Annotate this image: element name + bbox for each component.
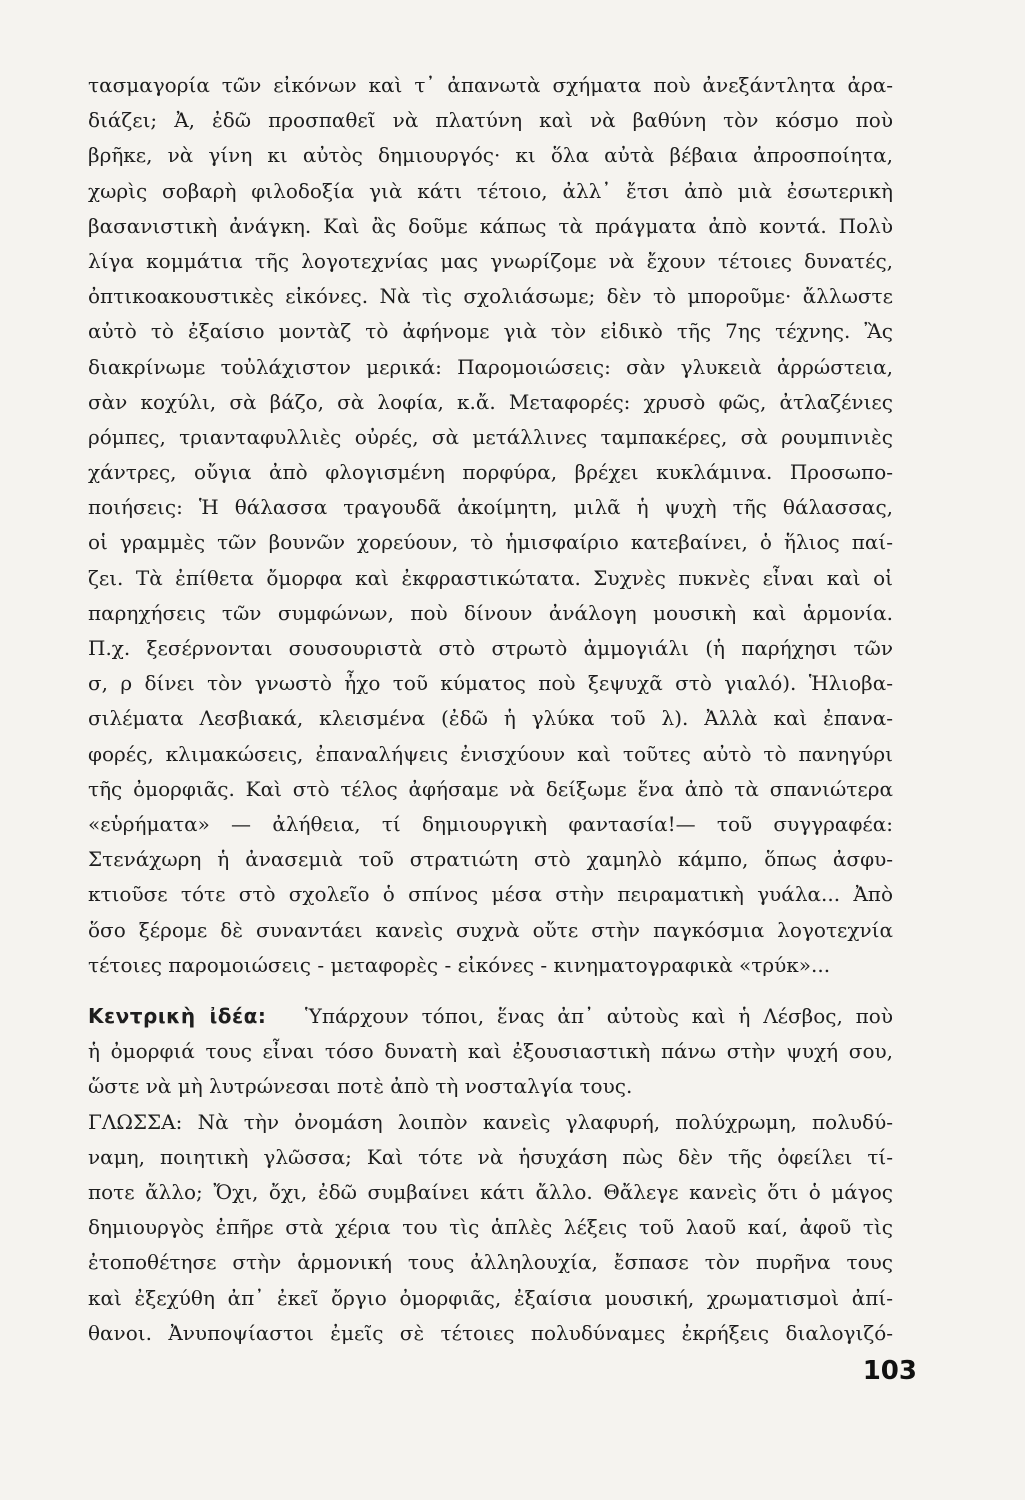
text-line: «εὑρήματα» — ἀλήθεια, τί δημιουργικὴ φαντασία!— τοῦ συγγραφέα:	[88, 811, 893, 836]
text-line: καὶ ἐξεχύθη ἀπ᾿ ἐκεῖ ὄργιο ὀμορφιᾶς, ἐξαίσια μουσική, χρωματισμοὶ ἀπί-	[88, 1285, 893, 1310]
text-line: δημιουργὸς ἐπῆρε στὰ χέρια του τὶς ἁπλὲς λέξεις τοῦ λαοῦ καί, ἀφοῦ τὶς	[88, 1215, 893, 1240]
text-line: φορές, κλιμακώσεις, ἐπαναλήψεις ἐνισχύουν καὶ τοῦτες αὐτὸ τὸ πανηγύρι	[88, 741, 893, 766]
text-line: παρηχήσεις τῶν συμφώνων, ποὺ δίνουν ἀνάλογη μουσικὴ καὶ ἁρμονία.	[88, 600, 893, 625]
text-line: κτιοῦσε τότε στὸ σχολεῖο ὁ σπίνος μέσα στὴν πειραματικὴ γυάλα... Ἀπὸ	[88, 882, 893, 907]
text-line: τασμαγορία τῶν εἰκόνων καὶ τ᾿ ἀπανωτὰ σχήματα ποὺ ἀνεξάντλητα ἀρα-	[88, 73, 893, 97]
text-line: σιλέματα Λεσβιακά, κλεισμένα (ἐδῶ ἡ γλύκα τοῦ λ). Ἀλλὰ καὶ ἐπανα-	[88, 706, 893, 731]
text-line: οἱ γραμμὲς τῶν βουνῶν χορεύουν, τὸ ἡμισφαίριο κατεβαίνει, ὁ ἥλιος παί-	[88, 530, 893, 555]
text-line: βρῆκε, νὰ γίνη κι αὐτὸς δημιουργός· κι ὅλα αὐτὰ βέβαια ἀπροσποίητα,	[88, 143, 893, 168]
text-line: τέτοιες παρομοιώσεις - μεταφορὲς - εἰκόνες - κινηματογραφικὰ «τρύκ»...	[88, 952, 831, 977]
text-line: ὅσο ξέρομε δὲ συναντάει κανεὶς συχνὰ οὔτε στὴν παγκόσμια λογοτεχνία	[88, 917, 893, 942]
text-line: θανοι. Ἀνυποψίαστοι ἐμεῖς σὲ τέτοιες πολυδύναμες ἐκρήξεις διαλογιζό-	[88, 1320, 893, 1345]
text-line: ναμη, ποιητικὴ γλῶσσα; Καὶ τότε νὰ ἡσυχάση πὼς δὲν τῆς ὀφείλει τί-	[88, 1144, 893, 1169]
text-line: λίγα κομμάτια τῆς λογοτεχνίας μας γνωρίζομε νὰ ἔχουν τέτοιες δυνατές,	[88, 248, 893, 273]
body-paragraph-1	[88, 68, 893, 983]
text-line: διακρίνωμε τοὐλάχιστον μερικά: Παρομοιώσεις: σὰν γλυκειὰ ἀρρώστεια,	[88, 354, 893, 379]
central-idea-text: Ὑπάρχουν τόποι, ἕνας ἀπ᾿ αὐτοὺς καὶ ἡ Λέσβος, ποὺ	[304, 1004, 893, 1028]
text-line: ποιήσεις: Ἡ θάλασσα τραγουδᾶ ἀκοίμητη, μιλᾶ ἡ ψυχὴ τῆς θάλασσας,	[88, 495, 893, 520]
text-line: ἡ ὀμορφιά τους εἶναι τόσο δυνατὴ καὶ ἐξουσιαστικὴ πάνω στὴν ψυχή σου,	[88, 1039, 893, 1064]
language-text: Νὰ τὴν ὀνομάση λοιπὸν κανεὶς γλαφυρή, πολύχρωμη, πολυδύ-	[197, 1109, 894, 1134]
text-line: ὥστε νὰ μὴ λυτρώνεσαι ποτὲ ἀπὸ τὴ νοσταλγία τους.	[88, 1074, 633, 1099]
body-paragraph-2	[88, 999, 893, 1351]
text-line: χωρὶς σοβαρὴ φιλοδοξία γιὰ κάτι τέτοιο, ἀλλ᾿ ἔτσι ἀπὸ μιὰ ἐσωτερικὴ	[88, 178, 893, 203]
page-number: 103	[862, 1356, 917, 1386]
text-line: ρόμπες, τριανταφυλλιὲς οὐρές, σὰ μετάλλινες ταμπακέρες, σὰ ρουμπινιὲς	[88, 424, 893, 449]
language-label: ΓΛΩΣΣΑ:	[88, 1109, 183, 1134]
central-idea-line	[88, 999, 893, 1034]
text-line: διάζει; Ἀ, ἐδῶ προσπαθεῖ νὰ πλατύνη καὶ νὰ βαθύνη τὸν κόσμο ποὺ	[88, 108, 893, 133]
text-line: ζει. Τὰ ἐπίθετα ὄμορφα καὶ ἐκφραστικώτατα. Συχνὲς πυκνὲς εἶναι καὶ οἱ	[88, 565, 893, 590]
text-line: ἐτοποθέτησε στὴν ἁρμονική τους ἀλληλουχία, ἔσπασε τὸν πυρῆνα τους	[88, 1250, 893, 1275]
text-line: ὀπτικοακουστικὲς εἰκόνες. Νὰ τὶς σχολιάσωμε; δὲν τὸ μποροῦμε· ἄλλωστε	[88, 284, 893, 309]
text-line: σὰν κοχύλι, σὰ βάζο, σὰ λοφία, κ.ἄ. Μεταφορές: χρυσὸ φῶς, ἀτλαζένιες	[88, 389, 893, 414]
text-line: ποτε ἄλλο; Ὄχι, ὄχι, ἐδῶ συμβαίνει κάτι ἄλλο. Θἄλεγε κανεὶς ὅτι ὁ μάγος	[88, 1179, 893, 1204]
central-idea-label: Κεντρικὴ ἰδέα:	[88, 1004, 267, 1028]
text-line: βασανιστικὴ ἀνάγκη. Καὶ ἂς δοῦμε κάπως τὰ πράγματα ἀπὸ κοντά. Πολὺ	[88, 213, 893, 238]
language-line	[88, 1105, 893, 1140]
text-line: Στενάχωρη ἡ ἀνασεμιὰ τοῦ στρατιώτη στὸ χαμηλὸ κάμπο, ὅπως ἀσφυ-	[88, 847, 893, 872]
text-line: χάντρες, οὔγια ἀπὸ φλογισμένη πορφύρα, βρέχει κυκλάμινα. Προσωπο-	[88, 460, 893, 485]
text-line: Π.χ. ξεσέρνονται σουσουριστὰ στὸ στρωτὸ ἀμμογιάλι (ἡ παρήχησι τῶν	[88, 636, 893, 660]
text-line: σ, ρ δίνει τὸν γνωστὸ ἦχο τοῦ κύματος ποὺ ξεψυχᾶ στὸ γιαλό). Ἡλιοβα-	[88, 671, 893, 696]
text-line: αὐτὸ τὸ ἐξαίσιο μοντὰζ τὸ ἀφήνομε γιὰ τὸν εἰδικὸ τῆς 7ης τέχνης. Ἂς	[88, 319, 893, 344]
text-line: τῆς ὀμορφιᾶς. Καὶ στὸ τέλος ἀφήσαμε νὰ δείξωμε ἕνα ἀπὸ τὰ σπανιώτερα	[88, 776, 893, 801]
